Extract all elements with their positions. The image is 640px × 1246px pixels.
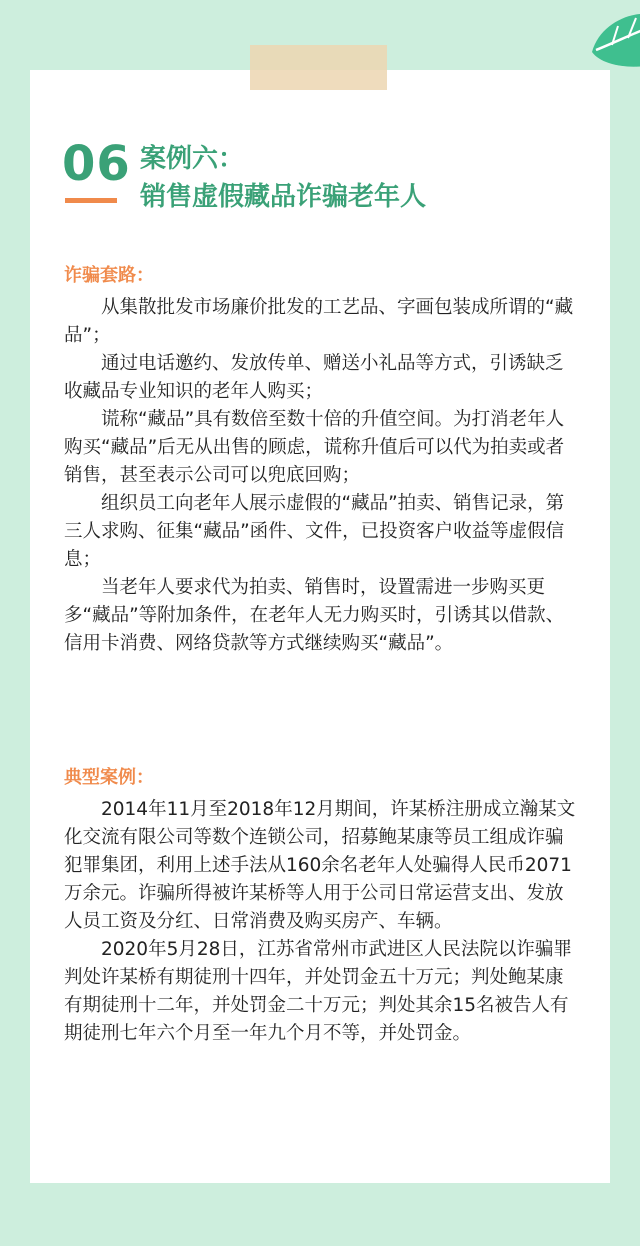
paragraph: 从集散批发市场廉价批发的工艺品、字画包装成所谓的“藏品”； (64, 297, 574, 346)
paragraph: 组织员工向老年人展示虚假的“藏品”拍卖、销售记录，第三人求购、征集“藏品”函件、文件，已投资客户收益等虚假信息； (64, 493, 565, 570)
paragraph: 当老年人要求代为拍卖、销售时，设置需进一步购买更多“藏品”等附加条件，在老年人无力购买时，引诱其以借款、信用卡消费、网络贷款等方式继续购买“藏品”。 (64, 577, 565, 654)
paragraph: 2020年5月28日，江苏省常州市武进区人民法院以诈骗罪判处许某桥有期徒刑十四年，并处罚金五十万元；判处鲍某康有期徒刑十二年，并处罚金二十万元；判处其余15名被告人有期徒刑七年六个月至一年九个月不等，并处罚金。 (64, 939, 572, 1044)
paragraph: 2014年11月至2018年12月期间，许某桥注册成立瀚某文化交流有限公司等数个连锁公司，招募鲍某康等员工组成诈骗犯罪集团，利用上述手法从160余名老年人处骗得人民币2071万余元。诈骗所得被许某桥等人用于公司日常运营支出、发放人员工资及分红、日常消费及购买房产、车辆。 (64, 799, 576, 932)
paragraph: 谎称“藏品”具有数倍至数十倍的升值空间。为打消老年人购买“藏品”后无从出售的顾虑，谎称升值后可以代为拍卖或者销售，甚至表示公司可以兜底回购； (64, 409, 565, 486)
tape-decoration (250, 45, 387, 90)
case-title-line2: 销售虚假藏品诈骗老年人 (140, 182, 427, 212)
section-body-methods (64, 294, 580, 658)
section-body-case (64, 796, 580, 1048)
section-heading-case: 典型案例： (64, 767, 154, 788)
case-title (140, 140, 426, 216)
paragraph: 通过电话邀约、发放传单、赠送小礼品等方式，引诱缺乏收藏品专业知识的老年人购买； (64, 353, 564, 402)
case-number: 06 (62, 136, 131, 192)
case-title-line1: 案例六： (140, 144, 245, 174)
leaf-decoration-icon (588, 12, 640, 68)
section-heading-methods: 诈骗套路： (64, 265, 154, 286)
case-number-underline (65, 198, 117, 203)
